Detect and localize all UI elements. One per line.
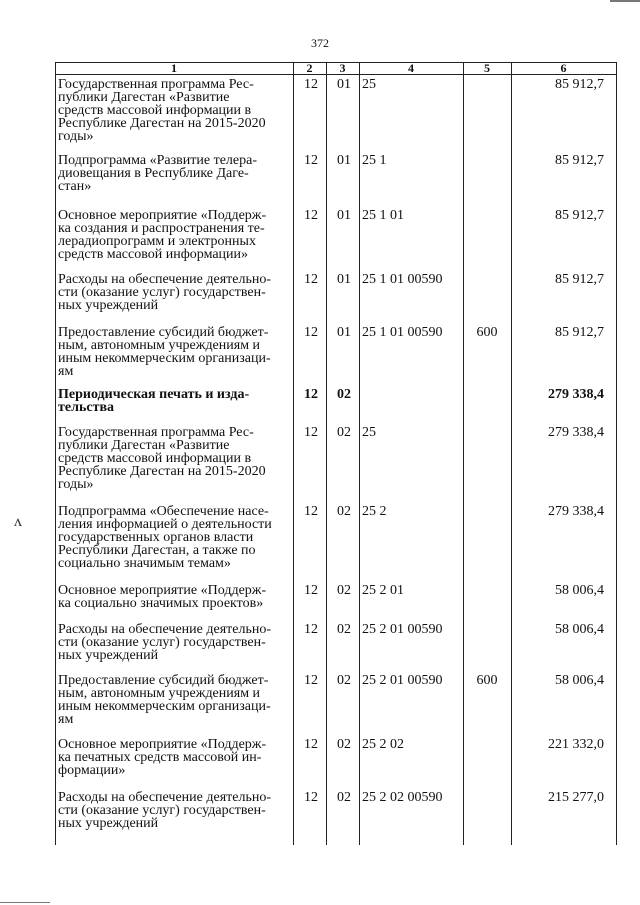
row-amount: 58 006,4	[555, 583, 604, 598]
row-subsection: 02	[337, 673, 351, 688]
row-section: 12	[304, 272, 318, 287]
row-target-code: 25 2 01	[362, 583, 404, 598]
table-left-border	[55, 62, 56, 845]
row-section: 12	[304, 790, 318, 805]
table-header-row	[55, 62, 617, 74]
header-col-1: 1	[171, 61, 177, 75]
row-target-code: 25 2 01 00590	[362, 622, 443, 637]
row-subsection: 02	[337, 790, 351, 805]
row-expense-type: 600	[476, 673, 498, 688]
row-name: Предоставление субсидий бюджет- ным, автономным учреждениям и иным некоммерческим организаци- ям	[58, 325, 271, 379]
row-subsection: 01	[337, 153, 351, 168]
row-target-code: 25 1	[362, 153, 387, 168]
row-amount: 215 277,0	[548, 790, 604, 805]
row-name: Расходы на обеспечение деятельно- сти (оказание услуг) государствен- ных учреждений	[58, 790, 271, 831]
row-name: Основное мероприятие «Поддерж- ка создания и распространения те- лерадиопрограмм и электронных средств массовой информации»	[58, 208, 267, 262]
row-subsection: 01	[337, 325, 351, 340]
page-number: 372	[311, 36, 329, 50]
row-amount: 85 912,7	[555, 325, 604, 340]
row-name: Государственная программа Рес- публики Дагестан «Развитие средств массовой информации в Республике Дагестан на 2015-2020 годы»	[58, 77, 266, 144]
row-amount: 279 338,4	[548, 425, 604, 440]
bottom-scan-mark	[0, 902, 50, 903]
row-name: Подпрограмма «Развитие телера- диовещания в Республике Даге- стан»	[58, 153, 257, 194]
row-section: 12	[304, 208, 318, 223]
row-amount: 221 332,0	[548, 737, 604, 752]
table-right-border	[616, 62, 617, 845]
row-name: Государственная программа Рес- публики Дагестан «Развитие средств массовой информации в Республике Дагестан на 2015-2020 годы»	[58, 425, 266, 492]
header-col-5: 5	[484, 61, 490, 75]
row-amount: 279 338,4	[548, 387, 604, 402]
row-subsection: 02	[337, 425, 351, 440]
header-col-4: 4	[408, 61, 414, 75]
row-amount: 58 006,4	[555, 673, 604, 688]
row-target-code: 25 1 01 00590	[362, 272, 443, 287]
column-divider-3	[326, 62, 327, 845]
row-subsection: 01	[337, 208, 351, 223]
row-target-code: 25	[362, 77, 376, 92]
row-amount: 85 912,7	[555, 272, 604, 287]
row-subsection: 01	[337, 77, 351, 92]
row-subsection: 02	[337, 583, 351, 598]
header-col-3: 3	[339, 61, 346, 75]
row-amount: 85 912,7	[555, 208, 604, 223]
row-amount: 85 912,7	[555, 153, 604, 168]
row-section: 12	[304, 153, 318, 168]
row-section: 12	[304, 737, 318, 752]
margin-mark: ʌ	[14, 513, 22, 530]
row-subsection: 02	[337, 504, 351, 519]
row-name: Подпрограмма «Обеспечение насе- ления информацией о деятельности государственных органов власти Республики Дагестан, а также по социально значимым темам»	[58, 504, 272, 571]
row-amount: 85 912,7	[555, 77, 604, 92]
row-name: Основное мероприятие «Поддерж- ка социально значимых проектов»	[58, 583, 267, 611]
row-section: 12	[304, 622, 318, 637]
row-amount: 279 338,4	[548, 504, 604, 519]
header-col-2: 2	[306, 61, 313, 75]
row-amount: 58 006,4	[555, 622, 604, 637]
row-section: 12	[304, 387, 318, 402]
row-section: 12	[304, 673, 318, 688]
row-subsection: 01	[337, 272, 351, 287]
row-section: 12	[304, 325, 318, 340]
row-subsection: 02	[337, 737, 351, 752]
row-target-code: 25 2 02	[362, 737, 404, 752]
row-target-code: 25 1 01	[362, 208, 404, 223]
row-name: Предоставление субсидий бюджет- ным, автономным учреждениям и иным некоммерческим организаци- ям	[58, 673, 271, 727]
column-divider-6	[511, 62, 512, 845]
row-target-code: 25 2	[362, 504, 387, 519]
corner-scan-mark	[610, 0, 640, 2]
row-section: 12	[304, 77, 318, 92]
row-name: Основное мероприятие «Поддерж- ка печатных средств массовой ин- формации»	[58, 737, 267, 778]
header-col-6: 6	[560, 61, 567, 75]
column-divider-2	[293, 62, 294, 845]
budget-table	[55, 62, 617, 845]
row-section: 12	[304, 425, 318, 440]
row-target-code: 25 2 01 00590	[362, 673, 443, 688]
column-divider-5	[463, 62, 464, 845]
row-target-code: 25 1 01 00590	[362, 325, 443, 340]
row-expense-type: 600	[476, 325, 498, 340]
row-section: 12	[304, 583, 318, 598]
column-divider-4	[359, 62, 360, 845]
row-name: Расходы на обеспечение деятельно- сти (оказание услуг) государствен- ных учреждений	[58, 272, 271, 313]
row-target-code: 25 2 02 00590	[362, 790, 443, 805]
row-name: Периодическая печать и изда- тельства	[58, 387, 250, 415]
row-subsection: 02	[337, 387, 351, 402]
row-subsection: 02	[337, 622, 351, 637]
row-target-code: 25	[362, 425, 376, 440]
row-section: 12	[304, 504, 318, 519]
row-name: Расходы на обеспечение деятельно- сти (оказание услуг) государствен- ных учреждений	[58, 622, 271, 663]
